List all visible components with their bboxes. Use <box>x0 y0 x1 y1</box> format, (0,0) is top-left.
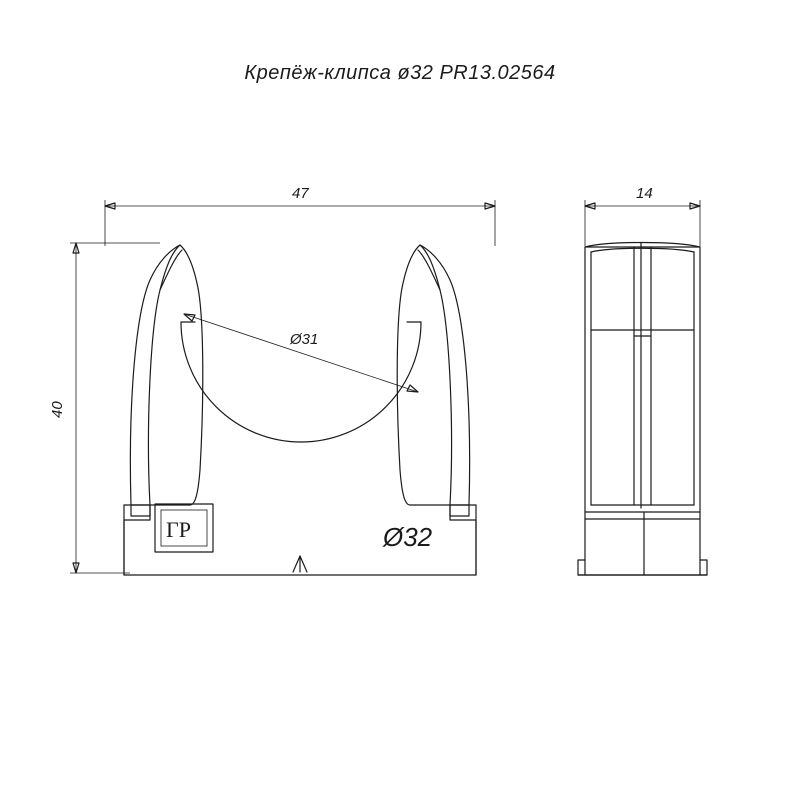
front-view <box>49 185 495 575</box>
arrow-dia-end <box>407 385 418 392</box>
size-mark-label: Ø32 <box>383 522 433 552</box>
side-foot-right <box>700 560 707 575</box>
clip-arm-left-foot <box>131 505 150 516</box>
dim-label-inner-diameter: Ø31 <box>290 331 319 348</box>
dim-line-inner-diameter <box>184 314 418 392</box>
side-top-edge-inner <box>591 248 694 252</box>
side-dim-label-depth: 14 <box>636 185 653 202</box>
dim-label-width: 47 <box>292 185 309 202</box>
clip-arm-right-foot <box>450 505 469 516</box>
brand-logo-label: ГР <box>166 517 191 542</box>
side-body-outline <box>585 247 700 575</box>
baseplate-notch-left <box>124 505 150 520</box>
side-view <box>578 185 707 575</box>
clip-arm-left-inner <box>180 245 203 505</box>
baseplate-notch-right <box>450 505 476 520</box>
dim-label-height: 40 <box>49 401 66 418</box>
side-top-edge <box>585 243 700 248</box>
clip-arm-right-outer <box>420 245 470 505</box>
page-title: Крепёж-клипса ø32 PR13.02564 <box>244 62 556 84</box>
side-foot-left <box>578 560 585 575</box>
clip-arm-left-crease <box>160 250 182 290</box>
arrow-dia-start <box>184 314 195 321</box>
clip-arm-right-crease <box>418 250 440 290</box>
clip-arm-left-outer <box>130 245 180 505</box>
